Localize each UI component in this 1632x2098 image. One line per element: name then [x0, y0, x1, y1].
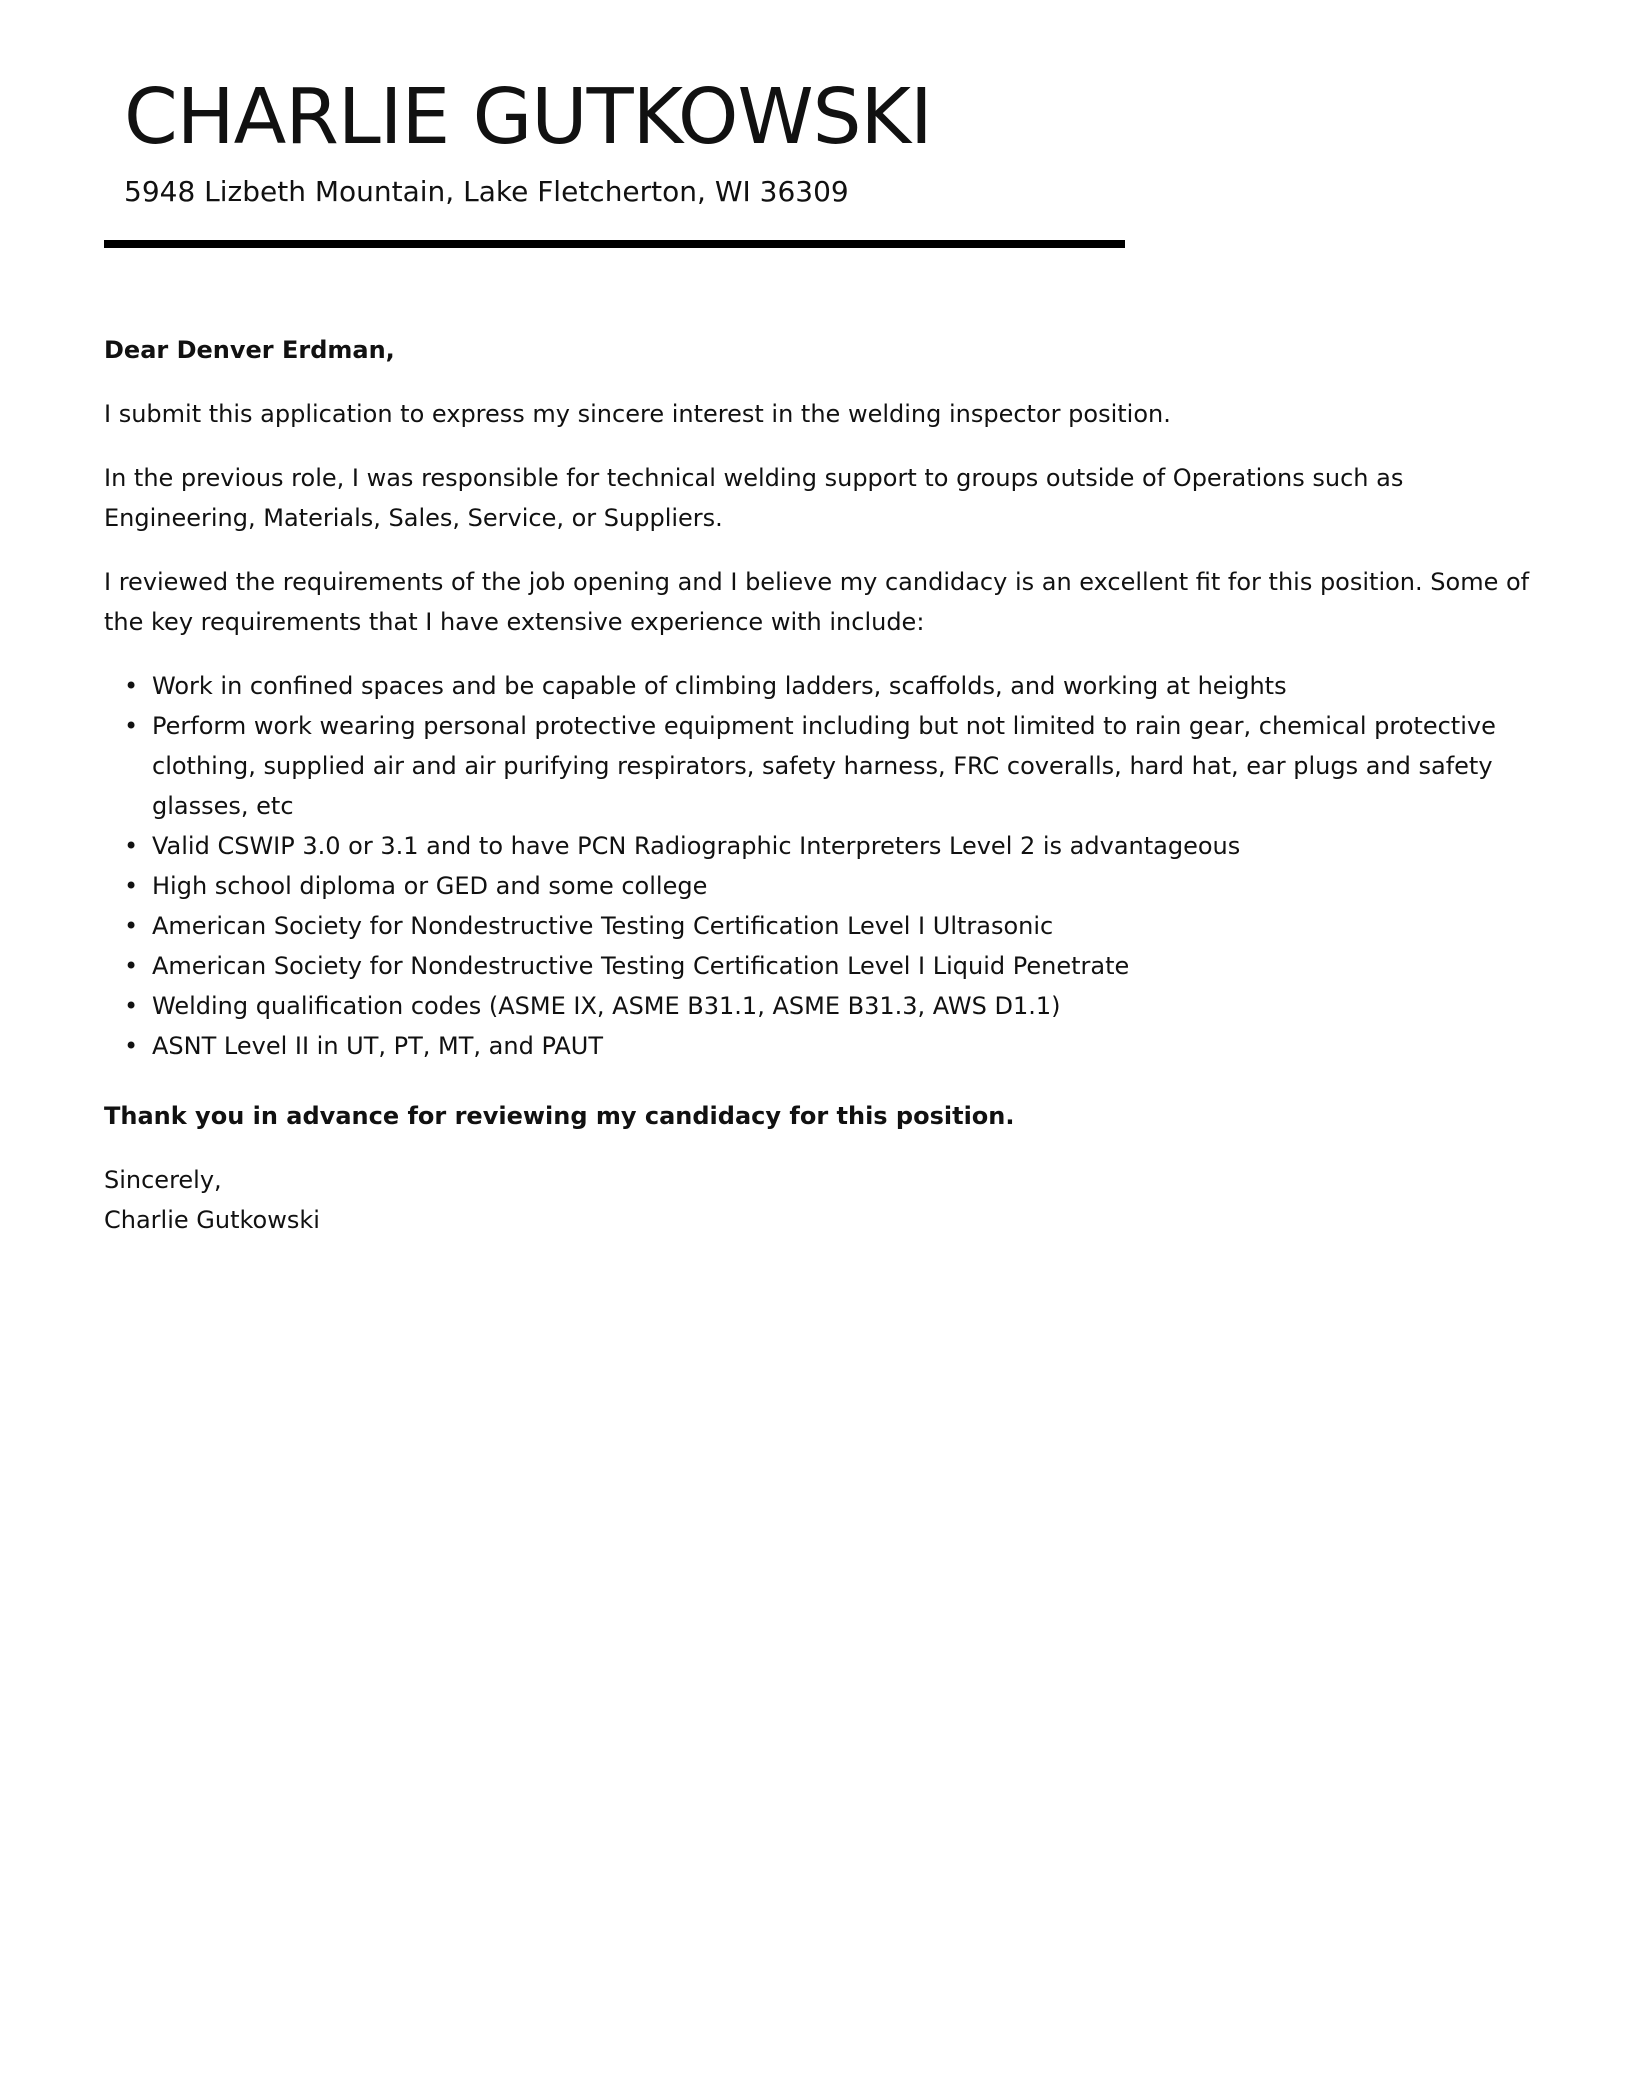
applicant-address: 5948 Lizbeth Mountain, Lake Fletcherton, WI 36309: [124, 175, 849, 208]
bullet-icon: •: [124, 672, 139, 700]
list-item-text: Welding qualification codes (ASME IX, ASME B31.1, ASME B31.3, AWS D1.1): [152, 992, 1061, 1020]
list-item-text: Valid CSWIP 3.0 or 3.1 and to have PCN Radiographic Interpreters Level 2 is advantageous: [152, 832, 1241, 860]
list-item: [124, 706, 1544, 826]
signature-name: Charlie Gutkowski: [104, 1206, 320, 1234]
signoff: Sincerely,: [104, 1166, 222, 1194]
paragraph-previous-role: In the previous role, I was responsible for technical welding support to groups outside of Operations such as Engineering, Materials, Sales, Service, or Suppliers.: [104, 464, 1404, 532]
list-item: [124, 946, 1544, 986]
bullet-icon: •: [124, 992, 139, 1020]
salutation: Dear Denver Erdman,: [104, 336, 395, 364]
letter-body: [104, 330, 1544, 1240]
bullet-icon: •: [124, 712, 139, 740]
header-divider: [104, 240, 1125, 248]
list-item: [124, 906, 1544, 946]
list-item: [124, 866, 1544, 906]
closing-statement: Thank you in advance for reviewing my candidacy for this position.: [104, 1102, 1015, 1130]
letter-header: [124, 70, 932, 212]
list-item-text: Perform work wearing personal protective equipment including but not limited to rain gear, chemical protective clothing, supplied air and air purifying respirators, safety harness, FRC coveralls, hard hat, ear plugs and safety glasses, etc: [152, 712, 1496, 820]
bullet-icon: •: [124, 832, 139, 860]
paragraph-intro: I submit this application to express my sincere interest in the welding inspector position.: [104, 400, 1171, 428]
bullet-icon: •: [124, 872, 139, 900]
list-item-text: High school diploma or GED and some college: [152, 872, 708, 900]
list-item-text: ASNT Level II in UT, PT, MT, and PAUT: [152, 1032, 604, 1060]
paragraph-requirements-intro: I reviewed the requirements of the job opening and I believe my candidacy is an excellent fit for this position. Some of the key requirements that I have extensive experience with include:: [104, 568, 1530, 636]
list-item: [124, 986, 1544, 1026]
list-item-text: Work in confined spaces and be capable of climbing ladders, scaffolds, and working at heights: [152, 672, 1287, 700]
list-item: [124, 666, 1544, 706]
bullet-icon: •: [124, 952, 139, 980]
list-item-text: American Society for Nondestructive Testing Certification Level I Liquid Penetrate: [152, 952, 1130, 980]
list-item-text: American Society for Nondestructive Testing Certification Level I Ultrasonic: [152, 912, 1054, 940]
list-item: [124, 826, 1544, 866]
requirements-list: [104, 666, 1544, 1066]
bullet-icon: •: [124, 912, 139, 940]
applicant-name: CHARLIE GUTKOWSKI: [124, 73, 932, 162]
bullet-icon: •: [124, 1032, 139, 1060]
signoff-block: [104, 1160, 1544, 1240]
list-item: [124, 1026, 1544, 1066]
